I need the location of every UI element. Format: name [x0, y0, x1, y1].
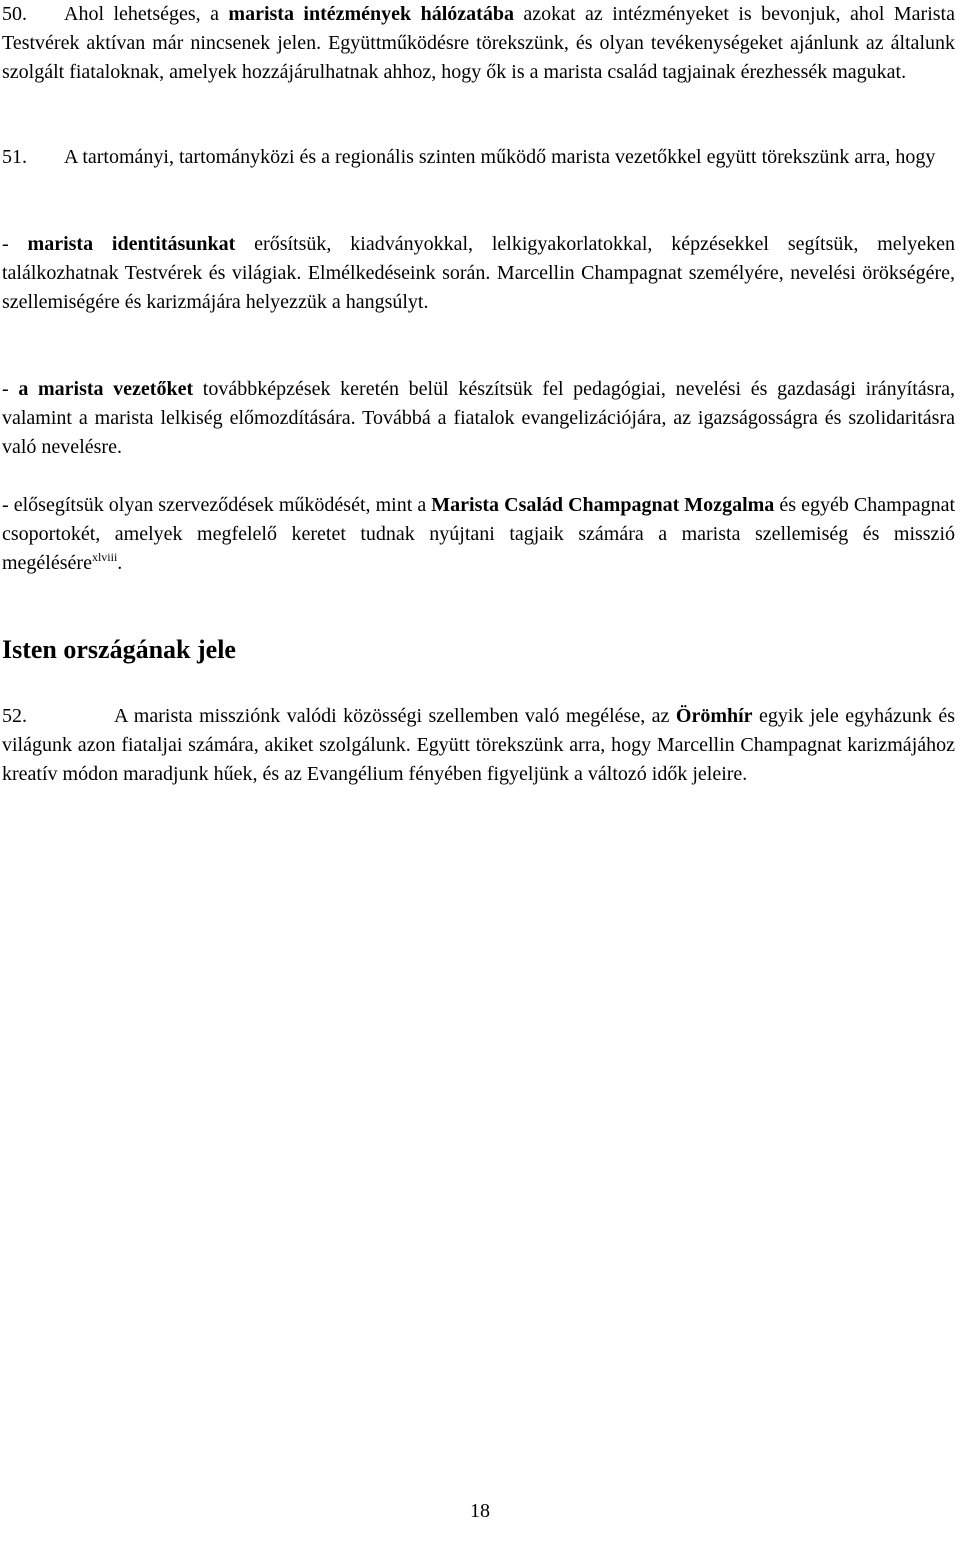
section-heading: Isten országának jele — [2, 635, 236, 664]
paragraph-text: A marista missziónk valódi közösségi szellemben való megélése, az — [114, 705, 676, 727]
bold-phrase: marista intézmények hálózatába — [228, 3, 514, 25]
bullet-movement — [2, 491, 955, 578]
paragraph-text: A tartományi, tartományközi és a regionális szinten működő marista vezetőkkel együtt törekszünk arra, hogy — [64, 146, 936, 168]
page-number: 18 — [470, 1500, 490, 1522]
bold-phrase: a marista vezetőket — [18, 378, 194, 400]
paragraph-number: 51. — [2, 146, 27, 168]
bullet-text: továbbképzések keretén belül készítsük fel pedagógiai, nevelési és gazdasági irányításra, valamint a marista lelkiség előmozdítására. Továbbá a fiatalok evangelizációjára, az igazságosságra és szolidaritásra való nevelésre. — [2, 378, 955, 458]
paragraph-52 — [2, 702, 955, 789]
paragraph-text: Ahol lehetséges, a — [64, 3, 229, 25]
bullet-identity — [2, 230, 955, 317]
paragraph-51 — [2, 143, 955, 172]
bullet-end: . — [117, 552, 123, 574]
bullet-text: - elősegítsük olyan szerveződések működését, mint a — [2, 494, 432, 516]
paragraph-number: 50. — [2, 3, 27, 25]
bold-phrase: marista identitásunkat — [27, 233, 236, 255]
paragraph-number: 52. — [2, 705, 27, 727]
paragraph-text: azokat az intézményeket is bevonjuk, ahol Marista Testvérek aktívan már nincsenek jelen. Együttműködésre törekszünk, és olyan tevékenységeket ajánlunk az általunk szolgált fiataloknak, amelyek hozzájárulhatnak ahhoz, hogy ők is a marista család tagjainak érezhessék magukat. — [2, 3, 955, 83]
paragraph-text: egyik jele egyházunk és világunk azon fiataljai számára, akiket szolgálunk. Együtt törekszünk arra, hogy Marcellin Champagnat karizmájához kreatív módon maradjunk hűek, és az Evangélium fényében figyeljünk a változó idők jeleire. — [2, 705, 956, 785]
bullet-leaders — [2, 375, 955, 462]
bullet-dash: - — [2, 378, 19, 400]
bullet-dash: - — [2, 233, 28, 255]
bold-phrase: Örömhír — [675, 705, 753, 727]
bold-phrase: Marista Család Champagnat Mozgalma — [431, 494, 775, 516]
paragraph-50 — [2, 0, 955, 87]
bullet-text: és egyéb Champagnat csoportokét, amelyek megfelelő keretet tudnak nyújtani tagjaik számára a marista szellemiség és misszió megélésére — [2, 494, 955, 574]
bullet-text: erősítsük, kiadványokkal, lelkigyakorlatokkal, képzésekkel segítsük, melyeken találkozhatnak Testvérek és világiak. Elmélkedéseink során. Marcellin Champagnat személyére, nevelési örökségére, szellemiségére és karizmájára helyezzük a hangsúlyt. — [2, 233, 955, 313]
footnote-reference[interactable]: xlviii — [91, 550, 118, 564]
